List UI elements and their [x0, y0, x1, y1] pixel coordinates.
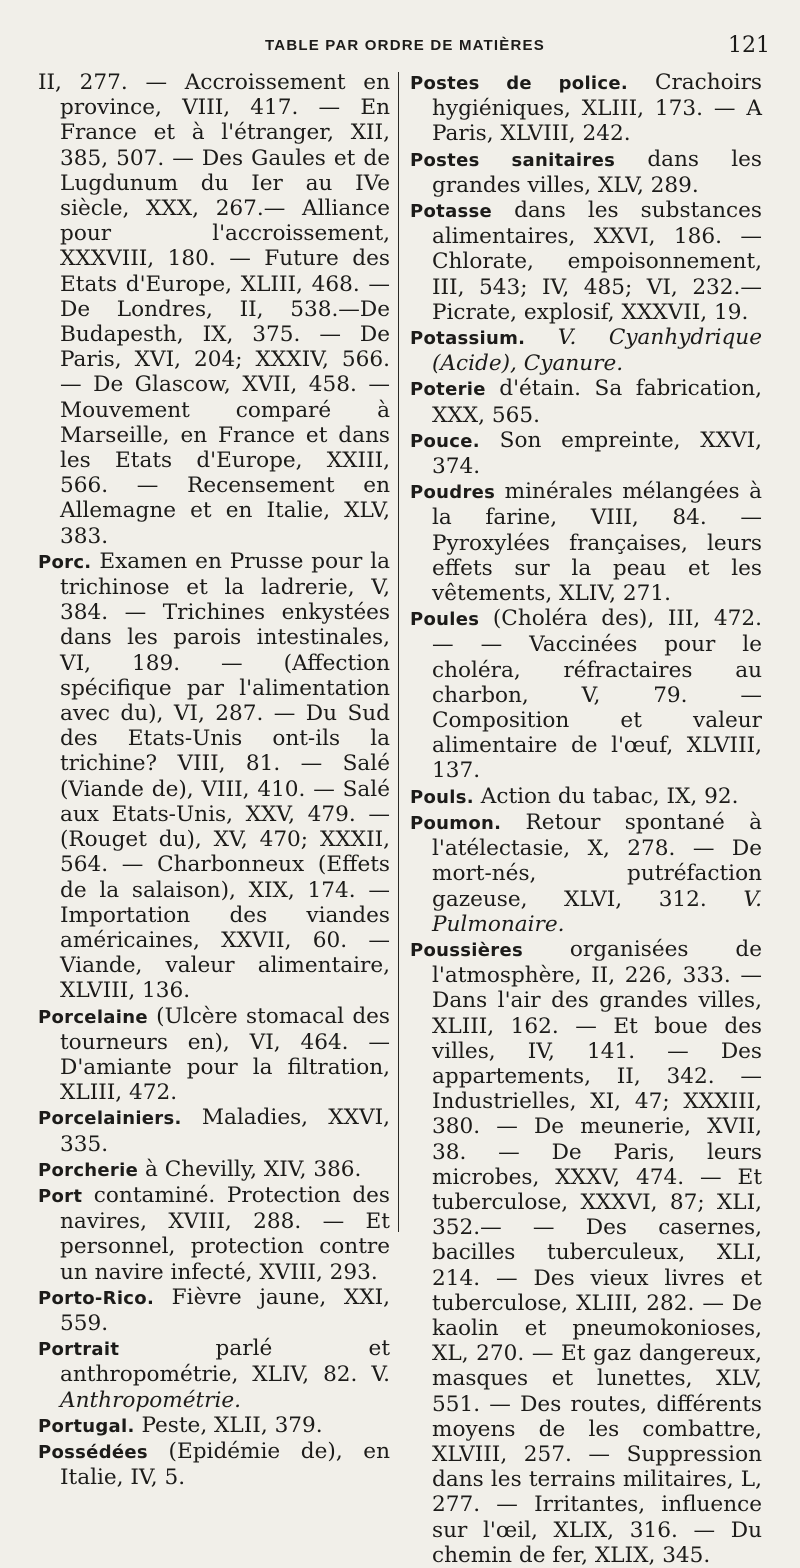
- index-entry: [410, 325, 762, 376]
- entry-text: parlé et anthropométrie, XLIV, 82. V.: [60, 1336, 390, 1388]
- entry-heading: Poules: [410, 609, 480, 631]
- index-entry: [410, 376, 762, 427]
- entry-heading: Porcelaine: [38, 1006, 148, 1028]
- entry-text: (Ulcère stomacal des tourneurs en), VI, 464. — D'amiante pour la filtration, XLIII, 472.: [60, 1003, 390, 1106]
- entry-heading: Port: [38, 1185, 83, 1207]
- index-entry: [410, 784, 762, 810]
- entry-text: Retour spontané à l'atélectasie, X, 278. — De mort-nés, putréfaction gazeuse, XLVI, 312.: [432, 809, 762, 912]
- entry-text: d'étain. Sa fabrication, XXX, 565.: [432, 376, 762, 428]
- entry-heading: Portrait: [38, 1339, 120, 1361]
- index-entry: [410, 198, 762, 325]
- index-entry: [410, 606, 762, 783]
- entry-text: organisées de l'atmosphère, II, 226, 333. — Dans l'air des grandes villes, XLIII, 162. — Et boue des villes, IV, 141. — Des appartements, II, 342. — Industrielles, XI, 47; XXXIII, 380. — De meunerie, XVII, 38. — De Paris, leurs microbes, XXXV, 474. — Et tuberculose, XXXVI, 87; XLI, 352.— — Des casernes, bacilles tuberculeux, XLI, 214. — Des vieux livres et tuberculose, XLIII, 282. — De kaolin et pneumokonioses, XL, 270. — Et gaz dangereux, masques et lunettes, XLV, 551. — Des routes, différents moyens de les combattre, XLVIII, 257. — Suppression dans les terrains militaires, L, 277. — Irritantes, influence sur l'œil, XLIX, 316. — Du chemin de fer, XLIX, 345.: [432, 936, 762, 1568]
- entry-text: Crachoirs hygiéniques, XLIII, 173. — A Paris, XLVIII, 242.: [432, 70, 762, 147]
- index-entry: [38, 1004, 390, 1106]
- right-column: [410, 70, 762, 1568]
- page-number: 121: [728, 33, 770, 58]
- column-divider: [398, 72, 399, 1232]
- entry-heading: Porcelainiers.: [38, 1108, 182, 1130]
- entry-text: dans les substances alimentaires, XXVI, 186. — Chlorate, empoisonnement, III, 543; IV, 485; VI, 232.— Picrate, explosif, XXXVII, 19.: [432, 198, 762, 325]
- index-entry: [38, 1157, 390, 1183]
- left-column: [38, 70, 390, 1490]
- entry-text: minérales mélangées à la farine, VIII, 84. — Pyroxylées françaises, leurs effets sur la peau et les vêtements, XLIV, 271.: [432, 479, 762, 607]
- entry-text: [525, 325, 557, 350]
- entry-text: dans les grandes villes, XLV, 289.: [432, 146, 762, 198]
- entry-text: II, 277. — Accroissement en province, VIII, 417. — En France et à l'étranger, XII, 385, 507. — Des Gaules et de Lugdunum du Ier au IVe siècle, XXX, 267.— Alliance pour l'accroissement, XXXVIII, 180. — Future des Etats d'Europe, XLIII, 468. — De Londres, II, 538.—De Budapesth, IX, 375. — De Paris, XVI, 204; XXXIV, 566. — De Glascow, XVII, 458. — Mouvement comparé à Marseille, en France et dans les Etats d'Europe, XXIII, 566. — Recensement en Allemagne et en Italie, XLV, 383.: [38, 70, 390, 549]
- entry-text: Examen en Prusse pour la trichinose et la ladrerie, V, 384. — Trichines enkystées dans les parois intestinales, VI, 189. — (Affection spécifique par l'alimentation avec du), VI, 287. — Du Sud des Etats-Unis ont-ils la trichine? VIII, 81. — Salé (Viande de), VIII, 410. — Salé aux Etats-Unis, XXV, 479. — (Rouget du), XV, 470; XXXII, 564. — Charbonneux (Effets de la salaison), XIX, 174. — Importation des viandes américaines, XXVII, 60. — Viande, valeur alimentaire, XLVIII, 136.: [60, 548, 390, 1004]
- entry-heading: Portugal.: [38, 1415, 135, 1437]
- entry-text: Son empreinte, XXVI, 374.: [432, 427, 762, 480]
- entry-heading: Postes de police.: [410, 73, 628, 94]
- entry-heading: Pouls.: [410, 786, 474, 808]
- index-entry: [38, 1183, 390, 1285]
- running-header: [40, 33, 770, 63]
- index-entry: [38, 1285, 390, 1336]
- index-entry: [410, 70, 762, 147]
- entry-heading: Postes sanitaires: [410, 149, 616, 171]
- entry-text: Action du tabac, IX, 92.: [473, 783, 739, 809]
- entry-heading: Poudres: [410, 482, 496, 504]
- index-entry: [410, 428, 762, 479]
- entry-heading: Poussières: [410, 939, 523, 961]
- entry-cross-reference: V. Pulmonaire.: [432, 886, 762, 937]
- index-entry: [38, 549, 390, 1004]
- entry-text: Maladies, XXVI, 335.: [60, 1105, 390, 1157]
- index-entry: [38, 70, 390, 549]
- index-entry: [38, 1439, 390, 1490]
- entry-text: contaminé. Protection des navires, XVIII, 288. — Et personnel, protection contre un navire infecté, XVIII, 293.: [60, 1182, 390, 1285]
- index-entry: [410, 479, 762, 606]
- entry-heading: Porto-Rico.: [38, 1287, 155, 1309]
- index-entry: [38, 1336, 390, 1413]
- entry-heading: Poterie: [410, 379, 486, 401]
- entry-heading: Pouce.: [410, 430, 480, 452]
- index-entry: [38, 1413, 390, 1439]
- entry-cross-reference: Anthropométrie.: [60, 1387, 242, 1413]
- index-entry: [410, 147, 762, 198]
- entry-heading: Poumon.: [410, 812, 502, 834]
- entry-text: Peste, XLII, 379.: [134, 1412, 323, 1438]
- entry-text: Fièvre jaune, XXI, 559.: [60, 1284, 390, 1336]
- index-entry: [38, 1105, 390, 1156]
- entry-heading: Porcherie: [38, 1159, 139, 1181]
- entry-heading: Potassium.: [410, 328, 526, 350]
- entry-cross-reference: V. Cyanhydrique (Acide), Cyanure.: [432, 325, 762, 377]
- entry-text: à Chevilly, XIV, 386.: [138, 1156, 362, 1182]
- entry-heading: Possédées: [38, 1441, 148, 1463]
- index-entry: [410, 937, 762, 1568]
- entry-text: (Choléra des), III, 472. — — Vaccinées pour le choléra, réfractaires au charbon, V, 79. — Composition et valeur alimentaire de l'œuf, XLVIII, 137.: [432, 606, 762, 784]
- entry-text: (Epidémie de), en Italie, IV, 5.: [60, 1438, 390, 1491]
- entry-heading: Potasse: [410, 201, 493, 223]
- page-title: TABLE PAR ORDRE DE MATIÈRES: [265, 37, 545, 54]
- index-entry: [410, 810, 762, 937]
- entry-heading: Porc.: [38, 551, 92, 573]
